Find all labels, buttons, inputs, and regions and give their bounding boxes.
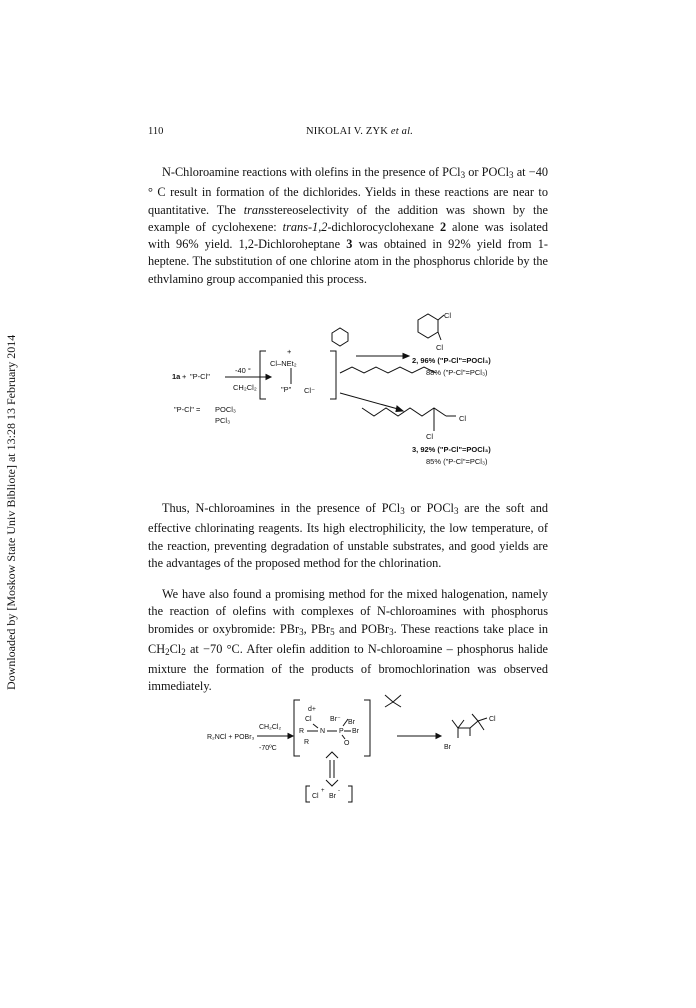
svg-text:R: R	[304, 739, 310, 746]
condition-solvent-2: CH₂Cl₂	[259, 724, 282, 731]
definition-pcl3: PCl₃	[215, 416, 231, 425]
svg-text:P: P	[339, 728, 344, 735]
svg-text:Br: Br	[352, 728, 359, 735]
svg-text:Cl: Cl	[436, 343, 444, 352]
paragraph-mixed-halogenation: We have also found a promising method for the mixed halogenation, namely the reaction of olefins with complexes of N-chloroamines with phosphorus bromides or oxybromide: PBr$_3$, PBr$_5$ and POBr$_3$. These reactions take place in $CH_2Cl_2$ at −70 °C. After olefin addition to N-chloroamine – phosphorus halide mixture the formation of the products of bromochlorination was observed immediately.	[148, 587, 549, 694]
svg-text:+: +	[287, 347, 292, 356]
product-3-yield-2: 85% ("P-Cl"=PCl₃)	[426, 457, 488, 466]
svg-text:d+: d+	[308, 706, 316, 713]
svg-text:Cl: Cl	[426, 432, 434, 441]
svg-text:-: -	[338, 788, 340, 794]
paragraph-conclusion: Thus, N-chloroamines in the presence of PCl$_3$ or POCl$_3$ are the soft and effective chlorinating reagents. Its high electrophilicity, the low temperature, of the reaction, preventing degradation of unstable substrates, and good yields are the advantages of the proposed method for the chlorination.	[148, 501, 548, 570]
svg-text:R: R	[299, 728, 305, 735]
reaction-scheme-bromochlorination	[0, 688, 696, 818]
svg-text:Br: Br	[444, 744, 451, 751]
product-3-yield-1: 3, 92% ("P-Cl"=POCl₃)	[412, 445, 491, 454]
svg-text:Br: Br	[348, 719, 355, 726]
product-2-yield-1: 2, 96% ("P-Cl"=POCl₃)	[412, 356, 491, 365]
condition-solvent: CH₂Cl₂	[233, 383, 257, 392]
paragraph-dichlorides: N-Chloroamine reactions with olefins in the presence of PCl$_3$ or POCl$_3$ at −40 ° C result in formation of the dichlorides. Yields in these reactions are near to quantitative. The transstereoselectivity of the addition was shown by the example of cyclohexene: trans-1,2-dichlorocyclohexane 2 alone was isolated with 96% yield. 1,2-Dichloroheptane 3 was obtained in 92% yield from 1-heptene. The substitution of one chlorine atom in the phosphorus chloride by the ethvlamino group accompanied this process.	[148, 165, 549, 286]
svg-text:O: O	[344, 740, 350, 747]
download-watermark: Downloaded by [Moskow State Univ Bibliote] at 13:28 13 February 2014	[4, 334, 18, 690]
svg-text:+: +	[321, 788, 325, 794]
reactant-1a: 1a	[172, 372, 181, 381]
svg-text:Cl: Cl	[489, 716, 496, 723]
svg-text:+: +	[182, 372, 187, 381]
svg-text:Cl: Cl	[305, 716, 312, 723]
ion-pair-cl: Cl	[312, 793, 319, 800]
product-2-yield-2: 88% ("P-Cl"=PCl₃)	[426, 368, 488, 377]
complex-cl-n: Cl–NEt₂	[270, 359, 297, 368]
svg-text:Cl: Cl	[444, 311, 452, 320]
ion-pair-br: Br	[329, 793, 336, 800]
page-number: 110	[148, 126, 164, 137]
complex-cl-minus: Cl⁻	[304, 386, 316, 395]
reagent-p-cl: "P-Cl"	[190, 372, 210, 381]
condition-temperature: -40 °	[235, 366, 251, 375]
definition-lhs: "P-Cl" =	[174, 405, 201, 414]
svg-text:N: N	[320, 728, 326, 735]
page-header	[0, 126, 696, 142]
reaction-scheme-chlorination	[0, 295, 696, 480]
reactants-r2ncl-pobr3: R₂NCl + POBr₃	[207, 734, 255, 741]
definition-pocl3: POCl₃	[215, 405, 236, 414]
svg-text:Cl: Cl	[459, 414, 467, 423]
running-head: NIKOLAI V. ZYK et al.	[306, 126, 414, 137]
svg-text:Br⁻: Br⁻	[330, 716, 341, 723]
complex-p: "P"	[281, 385, 292, 394]
condition-temp-2: -70ºC	[259, 745, 277, 752]
